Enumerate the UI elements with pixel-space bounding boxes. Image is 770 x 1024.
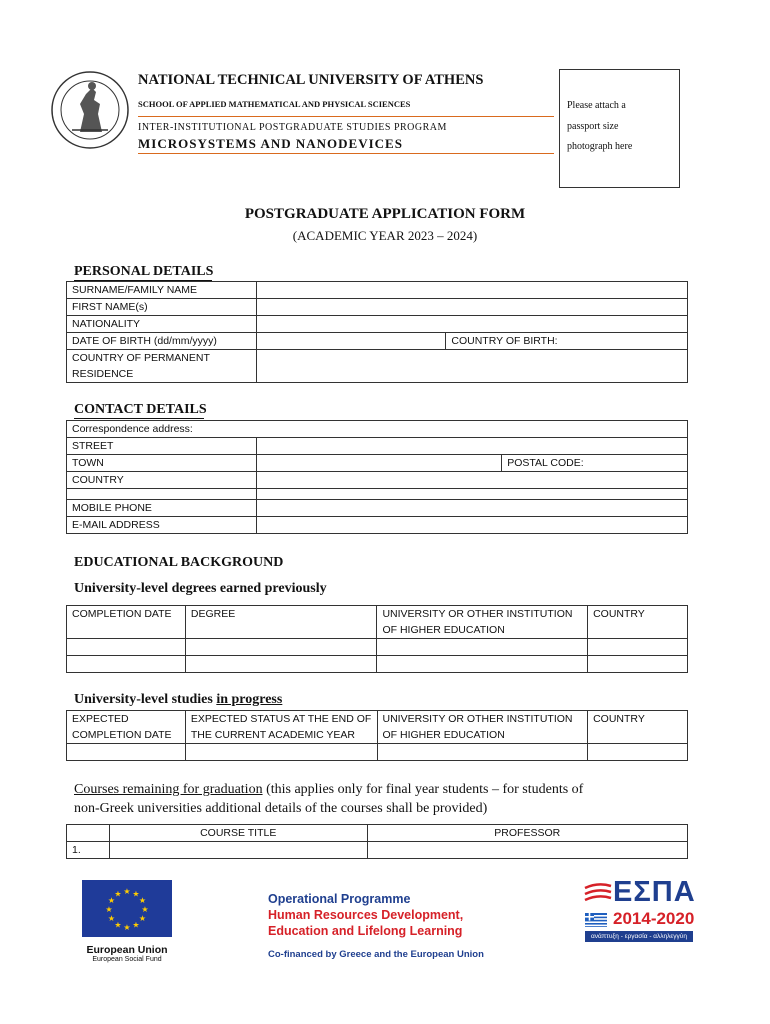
prog-row1-country[interactable] <box>588 744 688 761</box>
previous-degrees-heading: University-level degrees earned previously <box>74 581 327 596</box>
courses-heading-line2: non-Greek universities additional details of the courses shall be provided) <box>74 801 488 816</box>
greek-flag-icon <box>585 913 607 927</box>
residence-field[interactable] <box>256 350 687 383</box>
surname-field[interactable] <box>256 282 687 299</box>
course-row1-professor[interactable] <box>367 842 688 859</box>
col-professor: PROFESSOR <box>367 825 688 842</box>
espa-title: ΕΣΠΑ <box>613 876 696 908</box>
col-university-line1: UNIVERSITY OR OTHER INSTITUTION <box>382 608 573 620</box>
dob-label: DATE OF BIRTH (dd/mm/yyyy) <box>67 333 257 350</box>
contact-heading-underline <box>74 418 204 419</box>
svg-text:★: ★ <box>105 905 113 914</box>
nationality-label: NATIONALITY <box>67 316 257 333</box>
correspondence-label: Correspondence address: <box>67 421 688 438</box>
courses-heading-underlined: Courses remaining for graduation <box>74 782 263 797</box>
col-country: COUNTRY <box>588 606 688 639</box>
courses-index-header <box>67 825 110 842</box>
program-name: MICROSYSTEMS AND NANODEVICES <box>138 136 403 151</box>
residence-label-line1: COUNTRY OF PERMANENT <box>72 352 210 364</box>
town-label: TOWN <box>67 455 257 472</box>
col-status-line2: THE CURRENT ACADEMIC YEAR <box>190 729 356 741</box>
photo-instruction-1: Please attach a <box>567 100 626 111</box>
col-prog-univ-line1: UNIVERSITY OR OTHER INSTITUTION <box>382 713 573 725</box>
form-title: POSTGRADUATE APPLICATION FORM <box>244 206 526 222</box>
prev-row2-degree[interactable] <box>185 656 377 673</box>
education-heading: EDUCATIONAL BACKGROUND <box>74 555 284 570</box>
street-label: STREET <box>67 438 257 455</box>
op-line4: Co-financed by Greece and the European Union <box>268 949 484 960</box>
svg-text:★: ★ <box>107 896 116 905</box>
col-expected-completion <box>67 711 186 744</box>
mobile-field[interactable] <box>256 500 687 517</box>
svg-text:★: ★ <box>132 889 140 899</box>
courses-heading-rest: (this applies only for final year students – for students of <box>262 782 584 797</box>
prog-row1-date[interactable] <box>67 744 186 761</box>
school-name: SCHOOL OF APPLIED MATHEMATICAL AND PHYSICAL SCIENCES <box>138 99 411 109</box>
prog-row1-university[interactable] <box>377 744 588 761</box>
header-rule-2 <box>138 153 554 154</box>
residence-label-line2: RESIDENCE <box>72 368 134 380</box>
email-field[interactable] <box>256 517 687 534</box>
postal-code-field[interactable] <box>502 455 688 472</box>
contact-details-heading: CONTACT DETAILS <box>74 402 207 417</box>
svg-text:★: ★ <box>138 914 147 923</box>
country-label: COUNTRY <box>67 472 257 489</box>
prev-row2-university[interactable] <box>377 656 588 673</box>
dob-field[interactable] <box>256 333 446 350</box>
col-course-title: COURSE TITLE <box>109 825 367 842</box>
col-progress-country: COUNTRY <box>588 711 688 744</box>
course-row1-index: 1. <box>67 842 110 859</box>
mobile-label: MOBILE PHONE <box>67 500 257 517</box>
photo-instruction-2: passport size <box>567 121 619 132</box>
postal-code-label: POSTAL CODE: <box>507 457 584 469</box>
studies-heading-part2: in progress <box>216 692 283 707</box>
courses-heading <box>74 780 714 818</box>
program-label: INTER-INSTITUTIONAL POSTGRADUATE STUDIES PROGRAM <box>138 122 447 133</box>
espa-years: 2014-2020 <box>613 909 695 928</box>
eu-flag-icon <box>82 880 172 937</box>
prev-row1-country[interactable] <box>588 639 688 656</box>
email-label: E-MAIL ADDRESS <box>67 517 257 534</box>
eu-label: European Union <box>86 944 168 956</box>
course-row1-title[interactable] <box>109 842 367 859</box>
svg-text:★: ★ <box>123 887 131 896</box>
prev-row2-country[interactable] <box>588 656 688 673</box>
op-line3: Education and Lifelong Learning <box>268 924 463 938</box>
col-status-line1: EXPECTED STATUS AT THE END OF <box>190 713 372 725</box>
espa-logo <box>583 878 695 944</box>
op-line2: Human Resources Development, <box>268 908 464 922</box>
prog-row1-status[interactable] <box>185 744 377 761</box>
country-of-birth-label: COUNTRY OF BIRTH: <box>451 335 558 347</box>
svg-text:★: ★ <box>107 914 116 923</box>
prev-row1-date[interactable] <box>67 639 186 656</box>
col-expected-status <box>185 711 377 744</box>
spacer-field <box>256 489 687 500</box>
photo-box[interactable] <box>559 69 680 188</box>
header-rule-1 <box>138 116 554 117</box>
eu-sub-label: European Social Fund <box>92 956 162 963</box>
first-name-label: FIRST NAME(s) <box>67 299 257 316</box>
col-university-line2: OF HIGHER EDUCATION <box>382 624 505 636</box>
svg-text:★: ★ <box>132 920 140 930</box>
residence-label <box>67 350 257 383</box>
op-line1: Operational Programme <box>268 892 411 906</box>
photo-instruction-3: photograph here <box>567 141 633 152</box>
espa-tagline: ανάπτυξη - εργασία - αλληλεγγύη <box>585 931 693 942</box>
country-of-birth-field[interactable] <box>446 333 688 350</box>
personal-details-heading: PERSONAL DETAILS <box>74 264 214 279</box>
personal-details-table <box>66 281 688 383</box>
svg-text:★: ★ <box>123 923 131 932</box>
country-field[interactable] <box>256 472 687 489</box>
university-seal <box>50 70 130 150</box>
col-progress-university <box>377 711 588 744</box>
previous-degrees-table <box>66 605 688 673</box>
svg-text:★: ★ <box>141 905 149 914</box>
prev-row1-degree[interactable] <box>185 639 377 656</box>
courses-table <box>66 824 688 859</box>
town-field[interactable] <box>256 455 502 472</box>
street-field[interactable] <box>256 438 687 455</box>
svg-text:★: ★ <box>114 920 122 930</box>
university-name: NATIONAL TECHNICAL UNIVERSITY OF ATHENS <box>138 72 484 88</box>
col-expected-line1: EXPECTED <box>72 713 129 725</box>
first-name-field[interactable] <box>256 299 687 316</box>
col-expected-line2: COMPLETION DATE <box>72 729 172 741</box>
svg-text:★: ★ <box>138 896 147 905</box>
prev-row2-date[interactable] <box>67 656 186 673</box>
espa-swoosh-icon <box>583 882 613 906</box>
nationality-field[interactable] <box>256 316 687 333</box>
studies-in-progress-table <box>66 710 688 761</box>
col-completion-date: COMPLETION DATE <box>67 606 186 639</box>
col-prog-univ-line2: OF HIGHER EDUCATION <box>382 729 505 741</box>
surname-label: SURNAME/FAMILY NAME <box>67 282 257 299</box>
spacer-cell <box>67 489 257 500</box>
academic-year: (ACADEMIC YEAR 2023 – 2024) <box>292 228 478 243</box>
contact-details-table <box>66 420 688 534</box>
prev-row1-university[interactable] <box>377 639 588 656</box>
col-degree: DEGREE <box>185 606 377 639</box>
svg-text:★: ★ <box>114 889 122 899</box>
studies-in-progress-heading <box>74 692 282 708</box>
col-university <box>377 606 588 639</box>
eu-logo <box>82 880 172 963</box>
studies-heading-part1: University-level studies <box>74 692 217 707</box>
